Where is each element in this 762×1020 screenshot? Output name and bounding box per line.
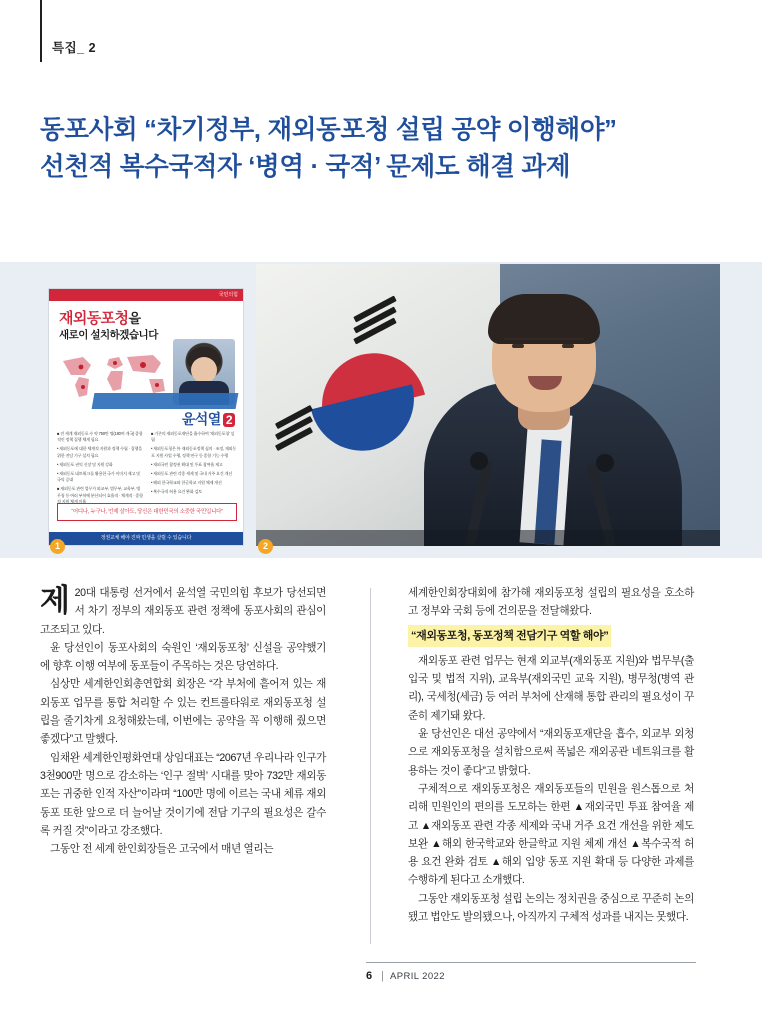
column-divider (370, 588, 371, 944)
poster-bullet: • 재외동포에 대한 체계적 지원과 정책 수립 · 집행을 위한 전담 기구 설치 필요 (57, 446, 142, 458)
footer-separator: | (381, 970, 384, 982)
speaker-eye-right (562, 344, 574, 348)
candidate-number: 2 (223, 413, 235, 427)
article-subheading: “재외동포청, 동포정책 전담기구 역할 해야” (408, 625, 611, 647)
poster-bullet: • 재외동포청은 外 재외동포정책 심의 · 조정, 재외동포 지원 사업 수행, 정책 연구 등 종합 기능 수행 (151, 446, 237, 458)
issue-date: APRIL 2022 (390, 971, 445, 982)
poster-bullet: ■ 재외동포 관련 업무가 외교부, 법무부, 교육부, 병무청 등 여러 부처에 분산되어 효율적 · 체계적 · 종합적 지원 체계 미흡 (57, 486, 143, 504)
poster-subtitle: 새로이 설치하겠습니다 (59, 329, 158, 341)
paragraph: 재외동포 관련 업무는 현재 외교부(재외동포 지원)와 법무부(출입국 및 법적 지위), 교육부(재외국민 교육 지원), 병무청(병역 관리), 국세청(세금) 등 여러 부처에 산재해 통합 관리의 필요성이 꾸준히 제기돼 왔다. (408, 654, 694, 722)
poster-bullet: • 해외 한국학교와 한글학교 지원 체제 개선 (151, 480, 222, 486)
paragraph: 윤 당선인이 동포사회의 숙원인 ‘재외동포청’ 신설을 공약했기에 향후 이행 여부에 동포들이 주목하는 것은 당연하다. (40, 641, 326, 673)
page-number: 6 (366, 970, 373, 982)
poster-bullet: ■ 기존의 재외동포재단을 흡수하여 ‘재외동포청’ 설립 (151, 431, 235, 443)
figure-badge-2: 2 (258, 539, 273, 554)
footer-rule (366, 962, 696, 963)
section-label (52, 38, 96, 56)
candidate-name-text: 윤석열 (181, 411, 221, 427)
paragraph: 세계한인회장대회에 참가해 재외동포청 설립의 필요성을 호소하고 정부와 국회 등에 건의문을 전달해왔다. (408, 587, 694, 618)
poster-bullet: • 재외국민 참정권 확대 및 투표 참여율 제고 (151, 461, 223, 467)
headline-line-1: 동포사회 “차기정부, 재외동포청 설립 공약 이행해야” (40, 116, 617, 144)
speaker-hair (488, 294, 600, 344)
article-body (40, 584, 724, 952)
poster-column-right (151, 431, 237, 508)
campaign-poster-figure (48, 288, 244, 546)
poster-top-bar (49, 289, 243, 301)
poster-ribbon (92, 393, 239, 409)
dropcap: 제 (40, 583, 70, 618)
article-column-left (40, 584, 326, 858)
figure-badge-1: 1 (50, 539, 65, 554)
poster-bullet: ■ 전 세계 재외동포 수 약 750만 명(180여 개국) 종합적인 정책 집행 체계 필요 (57, 431, 143, 443)
speaker-glasses (504, 338, 584, 358)
paragraph: 임채완 세계한인평화연대 상임대표는 “2067년 우리나라 인구가 3천900만 명으로 감소하는 ‘인구 절벽’ 시대를 맞아 732만 재외동포는 귀중한 인적 자산”이라며 “100만 명에 이르는 국내 체류 재외동포 또한 앞으로 더 늘어날 것이기에 전담 기구의 필요성은 갈수록 커질 것”이라고 강조했다. (40, 751, 326, 837)
poster-title-main: 재외동포청 (59, 310, 129, 327)
candidate-name (182, 409, 235, 429)
page-header (40, 0, 340, 66)
poster-bullet-columns (57, 431, 237, 508)
poster-title-particle: 을 (128, 311, 141, 326)
poster-bullet: • 재외동포 네트워크를 활용한 국가 이미지 제고 및 국익 증대 (57, 471, 140, 483)
paragraph: 심상만 세계한인회총연합회 회장은 “각 부처에 흩어져 있는 재외동포 업무를 통합 처리할 수 있는 컨트롤타워로 재외동포청 설립을 줄기차게 요청해왔는데, 이번에는 공약을 꼭 이행해 줬으면 좋겠다”고 말했다. (40, 678, 326, 746)
poster-bullet: • 재외동포 권익 신장 및 지원 강화 (57, 461, 113, 467)
paragraph-with-dropcap (40, 584, 326, 639)
portrait-face (191, 357, 217, 383)
article-column-right (408, 584, 694, 926)
paragraph: 구체적으로 재외동포청은 재외동포들의 민원을 원스톱으로 처리해 민원인의 편의를 도모하는 한편 ▲재외국민 투표 참여율 제고 ▲재외동포 관련 각종 세제와 국내 거주 요건 개선을 위한 제도 보완 ▲해외 한국학교와 한글학교 지원 체제 개선 ▲복수국적 허용 요건 완화 검토 ▲해외 입양 동포 지원 확대 등 다양한 과제를 수행하게 된다고 소개했다. (408, 782, 694, 887)
microphone-left-head (470, 452, 488, 470)
speaker-eye-left (512, 344, 524, 348)
headline-line-2: 선천적 복수국적자 ‘병역 · 국적’ 문제도 해결 과제 (40, 153, 571, 181)
poster-slogan-box: “어디나, 누구나, 언제 살아도, 당신은 대한민국의 소중한 국민입니다” (57, 503, 237, 521)
paragraph-text: 20대 대통령 선거에서 윤석열 국민의힘 후보가 당선되면서 차기 정부의 재외동포 관련 정책에 동포사회의 관심이 고조되고 있다. (40, 587, 326, 636)
poster-bullet: • 복수국적 허용 요건 완화 검토 (151, 489, 202, 495)
paragraph: 윤 당선인은 대선 공약에서 “재외동포재단을 흡수, 외교부 외청으로 재외동포청을 설치함으로써 폭넓은 재외공관 네트워크를 활용하는 것이 좋다”고 밝혔다. (408, 728, 694, 777)
page-title (40, 112, 730, 186)
paragraph: 그동안 전 세계 한인회장들은 고국에서 매년 열리는 (50, 843, 274, 856)
microphone-right-head (596, 454, 614, 472)
section-number: _ 2 (77, 41, 97, 55)
podium (256, 530, 720, 546)
figure-band (0, 262, 762, 558)
poster-bullet: • 재외동포 관련 각종 세제 및 국내 거주 요건 개선 (151, 471, 233, 477)
paragraph: 그동안 재외동포청 설립 논의는 정치권을 중심으로 꾸준히 논의됐고 법안도 발의됐으나, 아직까지 구체적 성과를 내지는 못했다. (408, 892, 694, 924)
poster-title (59, 307, 140, 328)
section-label-text: 특집 (52, 41, 78, 55)
header-rule (40, 0, 42, 62)
president-elect-photo (256, 264, 720, 546)
poster-footer-slogan: 정권교체 해야 진짜 민생을 살릴 수 있습니다 (49, 532, 243, 545)
poster-party-logo: 국민의힘 (218, 292, 238, 298)
poster-column-left (57, 431, 143, 508)
